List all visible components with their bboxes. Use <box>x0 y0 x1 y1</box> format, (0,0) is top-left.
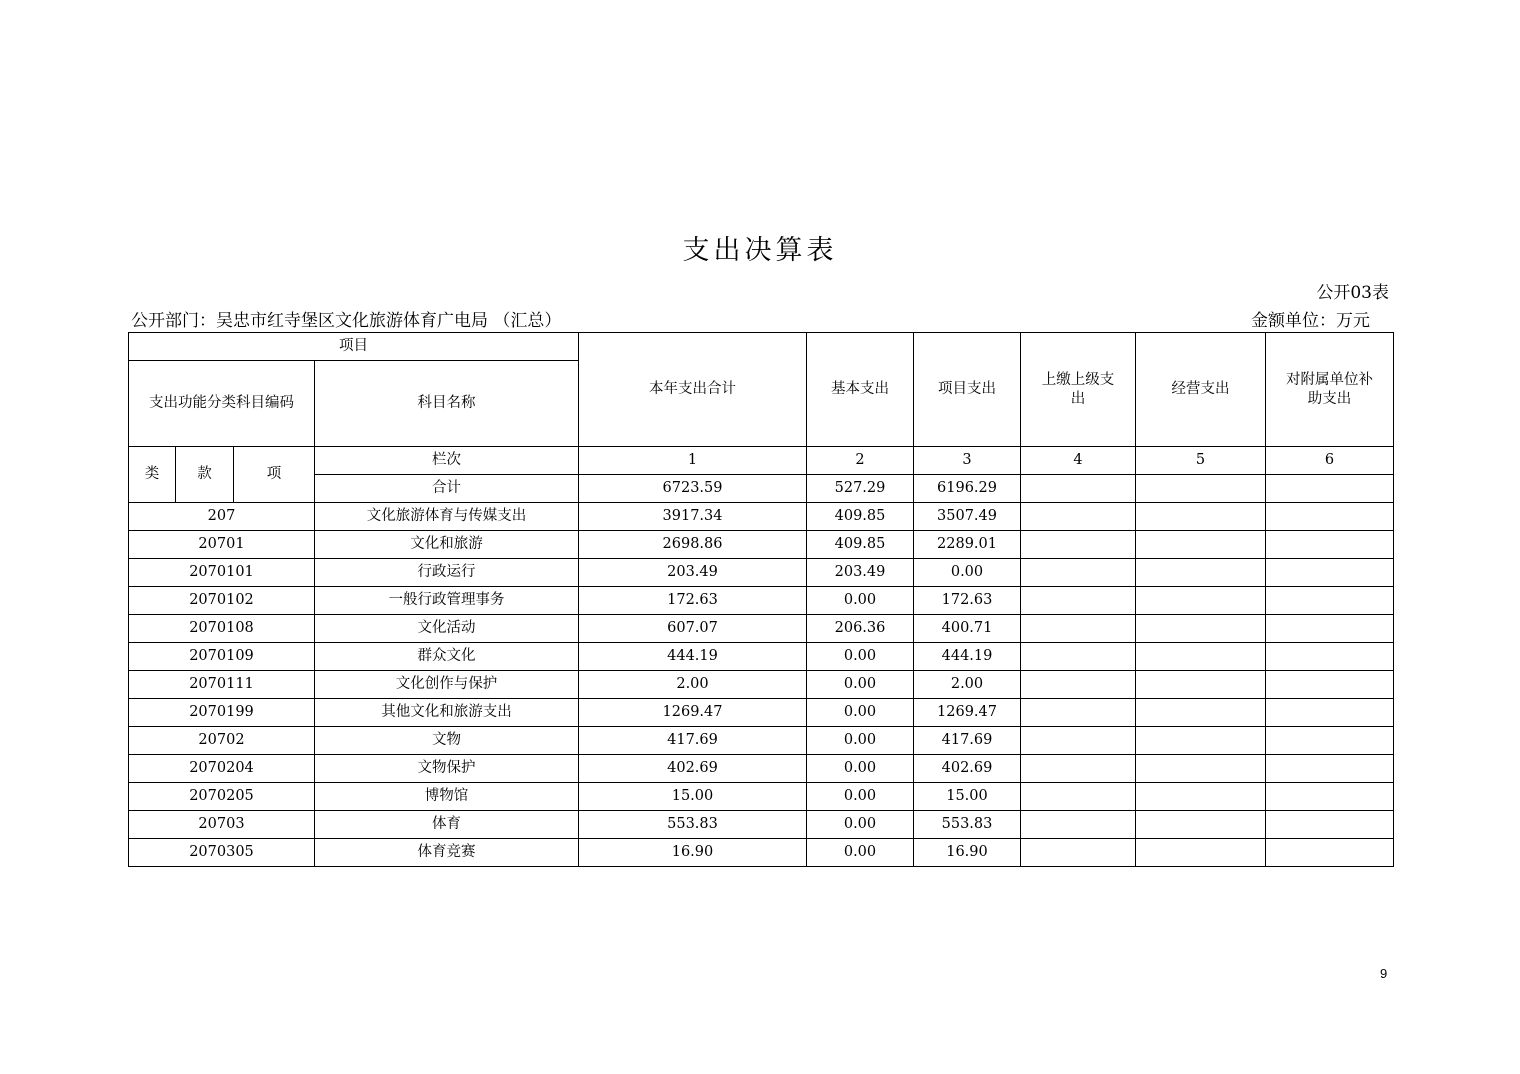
header-kuan: 款 <box>176 447 234 503</box>
empty-cell <box>1136 531 1266 559</box>
empty-cell <box>1266 643 1394 671</box>
row-code: 2070199 <box>129 699 315 727</box>
header-basic: 基本支出 <box>807 333 914 447</box>
table-row <box>129 643 1394 671</box>
empty-cell <box>1136 587 1266 615</box>
row-project: 402.69 <box>914 755 1021 783</box>
empty-cell <box>1021 755 1136 783</box>
table-row <box>129 671 1394 699</box>
empty-cell <box>1021 783 1136 811</box>
row-total: 2698.86 <box>579 531 807 559</box>
row-basic: 0.00 <box>807 727 914 755</box>
row-code: 2070102 <box>129 587 315 615</box>
empty-cell <box>1021 643 1136 671</box>
form-number: 公开03表 <box>1316 283 1389 303</box>
table-row <box>129 699 1394 727</box>
table-row <box>129 811 1394 839</box>
empty-cell <box>1136 727 1266 755</box>
row-name: 行政运行 <box>315 559 579 587</box>
row-basic: 206.36 <box>807 615 914 643</box>
empty-cell <box>1136 671 1266 699</box>
row-code: 2070109 <box>129 643 315 671</box>
header-subsidy: 对附属单位补助支出 <box>1266 333 1394 447</box>
row-basic: 0.00 <box>807 699 914 727</box>
row-total: 402.69 <box>579 755 807 783</box>
table-row <box>129 755 1394 783</box>
empty-cell <box>1266 783 1394 811</box>
row-project: 417.69 <box>914 727 1021 755</box>
table-row <box>129 587 1394 615</box>
row-basic: 0.00 <box>807 587 914 615</box>
row-project: 0.00 <box>914 559 1021 587</box>
row-code: 2070101 <box>129 559 315 587</box>
row-project: 2.00 <box>914 671 1021 699</box>
empty-cell <box>1266 531 1394 559</box>
row-total: 3917.34 <box>579 503 807 531</box>
column-number: 3 <box>914 447 1021 475</box>
row-project: 2289.01 <box>914 531 1021 559</box>
row-basic: 0.00 <box>807 811 914 839</box>
table-row <box>129 727 1394 755</box>
header-lanci: 栏次 <box>315 447 579 475</box>
empty-cell <box>1136 755 1266 783</box>
page-title: 支出决算表 <box>682 235 838 266</box>
row-basic: 0.00 <box>807 755 914 783</box>
header-operating: 经营支出 <box>1136 333 1266 447</box>
header-xiang: 项 <box>234 447 315 503</box>
row-project: 400.71 <box>914 615 1021 643</box>
empty-cell <box>1266 839 1394 867</box>
empty-cell <box>1136 699 1266 727</box>
empty-cell <box>1021 503 1136 531</box>
empty-cell <box>1021 839 1136 867</box>
unit-label: 金额单位：万元 <box>1251 311 1370 331</box>
row-total: 553.83 <box>579 811 807 839</box>
empty-cell <box>1021 587 1136 615</box>
row-name: 体育竞赛 <box>315 839 579 867</box>
row-project: 1269.47 <box>914 699 1021 727</box>
empty-cell <box>1021 615 1136 643</box>
row-name: 群众文化 <box>315 643 579 671</box>
row-name: 文化旅游体育与传媒支出 <box>315 503 579 531</box>
empty-cell <box>1021 559 1136 587</box>
expenditure-table <box>128 332 1394 867</box>
row-name: 文化创作与保护 <box>315 671 579 699</box>
row-total: 15.00 <box>579 783 807 811</box>
empty-cell <box>1136 783 1266 811</box>
row-code: 20703 <box>129 811 315 839</box>
table-row <box>129 559 1394 587</box>
row-total: 1269.47 <box>579 699 807 727</box>
empty-cell <box>1266 503 1394 531</box>
table-row <box>129 503 1394 531</box>
table-row <box>129 783 1394 811</box>
row-name: 文物保护 <box>315 755 579 783</box>
empty-cell <box>1266 811 1394 839</box>
total-project: 6196.29 <box>914 475 1021 503</box>
table-row <box>129 615 1394 643</box>
row-project: 15.00 <box>914 783 1021 811</box>
empty-cell <box>1266 699 1394 727</box>
empty-cell <box>1021 811 1136 839</box>
row-total: 203.49 <box>579 559 807 587</box>
empty-cell <box>1266 727 1394 755</box>
empty-cell <box>1266 587 1394 615</box>
header-name: 科目名称 <box>315 361 579 447</box>
header-project-expenditure: 项目支出 <box>914 333 1021 447</box>
row-basic: 0.00 <box>807 671 914 699</box>
header-upper: 上缴上级支出 <box>1021 333 1136 447</box>
row-name: 体育 <box>315 811 579 839</box>
total-label: 合计 <box>315 475 579 503</box>
total-amount: 6723.59 <box>579 475 807 503</box>
row-total: 607.07 <box>579 615 807 643</box>
row-code: 2070305 <box>129 839 315 867</box>
row-name: 一般行政管理事务 <box>315 587 579 615</box>
column-number: 5 <box>1136 447 1266 475</box>
empty-cell <box>1021 699 1136 727</box>
row-basic: 0.00 <box>807 783 914 811</box>
row-name: 文化活动 <box>315 615 579 643</box>
row-total: 444.19 <box>579 643 807 671</box>
row-total: 16.90 <box>579 839 807 867</box>
column-number: 6 <box>1266 447 1394 475</box>
row-basic: 0.00 <box>807 839 914 867</box>
row-code: 2070204 <box>129 755 315 783</box>
empty-cell <box>1136 811 1266 839</box>
column-number: 1 <box>579 447 807 475</box>
empty-cell <box>1136 615 1266 643</box>
header-total: 本年支出合计 <box>579 333 807 447</box>
row-total: 172.63 <box>579 587 807 615</box>
row-name: 其他文化和旅游支出 <box>315 699 579 727</box>
empty-cell <box>1136 503 1266 531</box>
empty-cell <box>1021 671 1136 699</box>
row-basic: 203.49 <box>807 559 914 587</box>
row-project: 16.90 <box>914 839 1021 867</box>
row-project: 3507.49 <box>914 503 1021 531</box>
column-number: 4 <box>1021 447 1136 475</box>
empty-cell <box>1021 727 1136 755</box>
header-code: 支出功能分类科目编码 <box>129 361 315 447</box>
row-total: 2.00 <box>579 671 807 699</box>
empty-cell <box>1266 475 1394 503</box>
row-project: 553.83 <box>914 811 1021 839</box>
empty-cell <box>1021 531 1136 559</box>
empty-cell <box>1266 559 1394 587</box>
empty-cell <box>1266 755 1394 783</box>
row-basic: 409.85 <box>807 503 914 531</box>
table-row <box>129 531 1394 559</box>
page-number: 9 <box>1380 966 1388 981</box>
row-code: 20702 <box>129 727 315 755</box>
row-total: 417.69 <box>579 727 807 755</box>
row-code: 207 <box>129 503 315 531</box>
row-code: 2070205 <box>129 783 315 811</box>
row-basic: 409.85 <box>807 531 914 559</box>
row-code: 20701 <box>129 531 315 559</box>
column-number: 2 <box>807 447 914 475</box>
empty-cell <box>1136 559 1266 587</box>
header-project: 项目 <box>129 333 579 361</box>
empty-cell <box>1136 475 1266 503</box>
row-name: 博物馆 <box>315 783 579 811</box>
row-code: 2070111 <box>129 671 315 699</box>
total-basic: 527.29 <box>807 475 914 503</box>
row-name: 文化和旅游 <box>315 531 579 559</box>
row-project: 444.19 <box>914 643 1021 671</box>
empty-cell <box>1266 671 1394 699</box>
row-project: 172.63 <box>914 587 1021 615</box>
row-code: 2070108 <box>129 615 315 643</box>
empty-cell <box>1021 475 1136 503</box>
empty-cell <box>1136 643 1266 671</box>
empty-cell <box>1136 839 1266 867</box>
row-basic: 0.00 <box>807 643 914 671</box>
header-lei: 类 <box>129 447 176 503</box>
total-row <box>129 475 1394 503</box>
table-row <box>129 839 1394 867</box>
department-label: 公开部门：吴忠市红寺堡区文化旅游体育广电局 （汇总） <box>131 311 562 331</box>
row-name: 文物 <box>315 727 579 755</box>
empty-cell <box>1266 615 1394 643</box>
